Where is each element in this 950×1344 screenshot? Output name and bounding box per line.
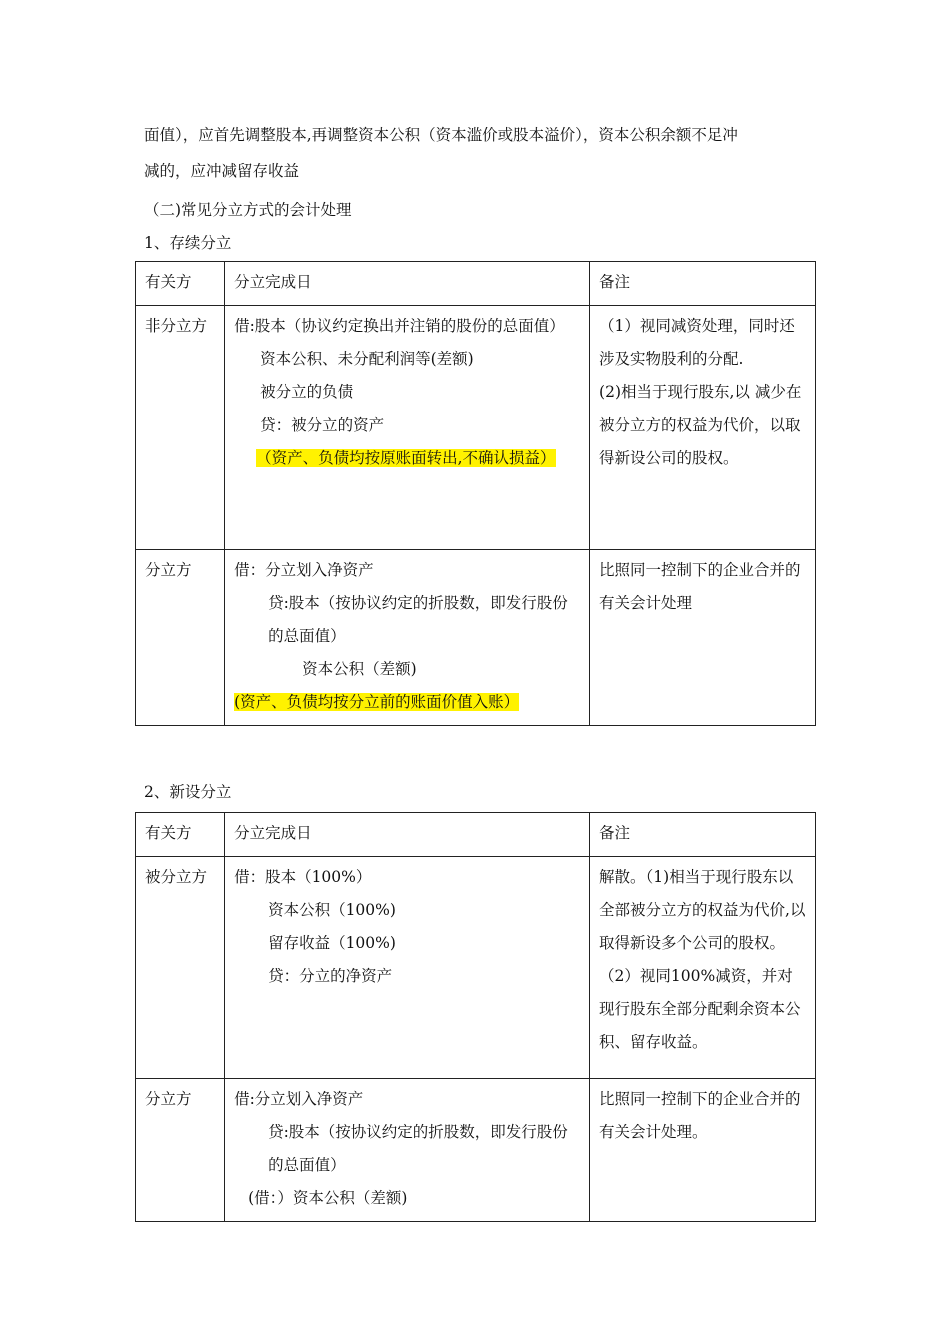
entry-cell xyxy=(225,550,590,726)
party-cell: 被分立方 xyxy=(136,857,225,1079)
intro-line-1: 面值），应首先调整股本,再调整资本公积（资本滥价或股本溢价），资本公积余额不足冲 xyxy=(144,126,738,144)
entry-line: 借：分立划入净资产 xyxy=(234,561,374,579)
entry-line: 留存收益（100%) xyxy=(268,934,396,952)
note-paragraph: (2)相当于现行股东,以 减少在被分立方的权益为代价，以取得新设公司的股权。 xyxy=(599,383,802,467)
entry-line: 贷:股本（按协议约定的折股数，即发行股份的总面值） xyxy=(268,1123,568,1174)
highlight-note xyxy=(234,686,581,719)
entry-cell xyxy=(225,857,590,1079)
section-heading: （二)常见分立方式的会计处理 xyxy=(144,201,352,219)
entry-line: 借:分立划入净资产 xyxy=(234,1090,364,1108)
table-row xyxy=(136,857,816,1079)
party-cell: 分立方 xyxy=(136,1079,225,1222)
highlight-note xyxy=(234,442,581,475)
header-party: 有关方 xyxy=(136,262,225,306)
header-note: 备注 xyxy=(590,262,816,306)
entry-line: 贷：被分立的资产 xyxy=(260,416,385,434)
header-party: 有关方 xyxy=(136,813,225,857)
entry-cell xyxy=(225,1079,590,1222)
entry-line: 被分立的负债 xyxy=(260,383,354,401)
entry-line: 资本公积（差额) xyxy=(302,660,417,678)
table1-title: 1、存续分立 xyxy=(144,234,232,252)
table-new-split xyxy=(135,812,816,1222)
entry-line: 贷：分立的净资产 xyxy=(268,967,393,985)
entry-line: 资本公积（100%) xyxy=(268,901,396,919)
table2-title: 2、新设分立 xyxy=(144,783,232,801)
entry-cell xyxy=(225,306,590,550)
table-continuing-split xyxy=(135,261,816,726)
header-date: 分立完成日 xyxy=(225,262,590,306)
table-row xyxy=(136,306,816,550)
note-cell: 解散。（1)相当于现行股东以全部被分立方的权益为代价,以取得新设多个公司的股权。 （2）视同100%减资，并对现行股东全部分配剩余资本公积、留存收益。 xyxy=(590,857,816,1079)
table-row xyxy=(136,1079,816,1222)
intro-line-2: 减的，应冲减留存收益 xyxy=(144,162,300,180)
entry-line: 借:股本（协议约定换出并注销的股份的总面值） xyxy=(234,317,565,335)
highlight-text: (资产、负债均按分立前的账面价值入账） xyxy=(234,693,520,711)
header-note: 备注 xyxy=(590,813,816,857)
table-header-row xyxy=(136,262,816,306)
party-cell: 非分立方 xyxy=(136,306,225,550)
highlight-text: （资产、负债均按原账面转出,不确认损益） xyxy=(256,449,556,467)
entry-line: 资本公积、未分配利润等(差额) xyxy=(260,350,474,368)
table-header-row xyxy=(136,813,816,857)
note-cell: 比照同一控制下的企业合并的有关会计处理 xyxy=(590,550,816,726)
note-cell: 比照同一控制下的企业合并的有关会计处理。 xyxy=(590,1079,816,1222)
party-cell: 分立方 xyxy=(136,550,225,726)
note-paragraph: （1）视同减资处理，同时还涉及实物股利的分配. xyxy=(599,317,795,368)
entry-line: (借：）资本公积（差额) xyxy=(248,1189,408,1207)
header-date: 分立完成日 xyxy=(225,813,590,857)
entry-line: 借：股本（100%） xyxy=(234,868,372,886)
table-row xyxy=(136,550,816,726)
entry-line: 贷:股本（按协议约定的折股数，即发行股份的总面值） xyxy=(268,594,568,645)
intro-paragraph xyxy=(144,117,816,189)
note-cell xyxy=(590,306,816,550)
